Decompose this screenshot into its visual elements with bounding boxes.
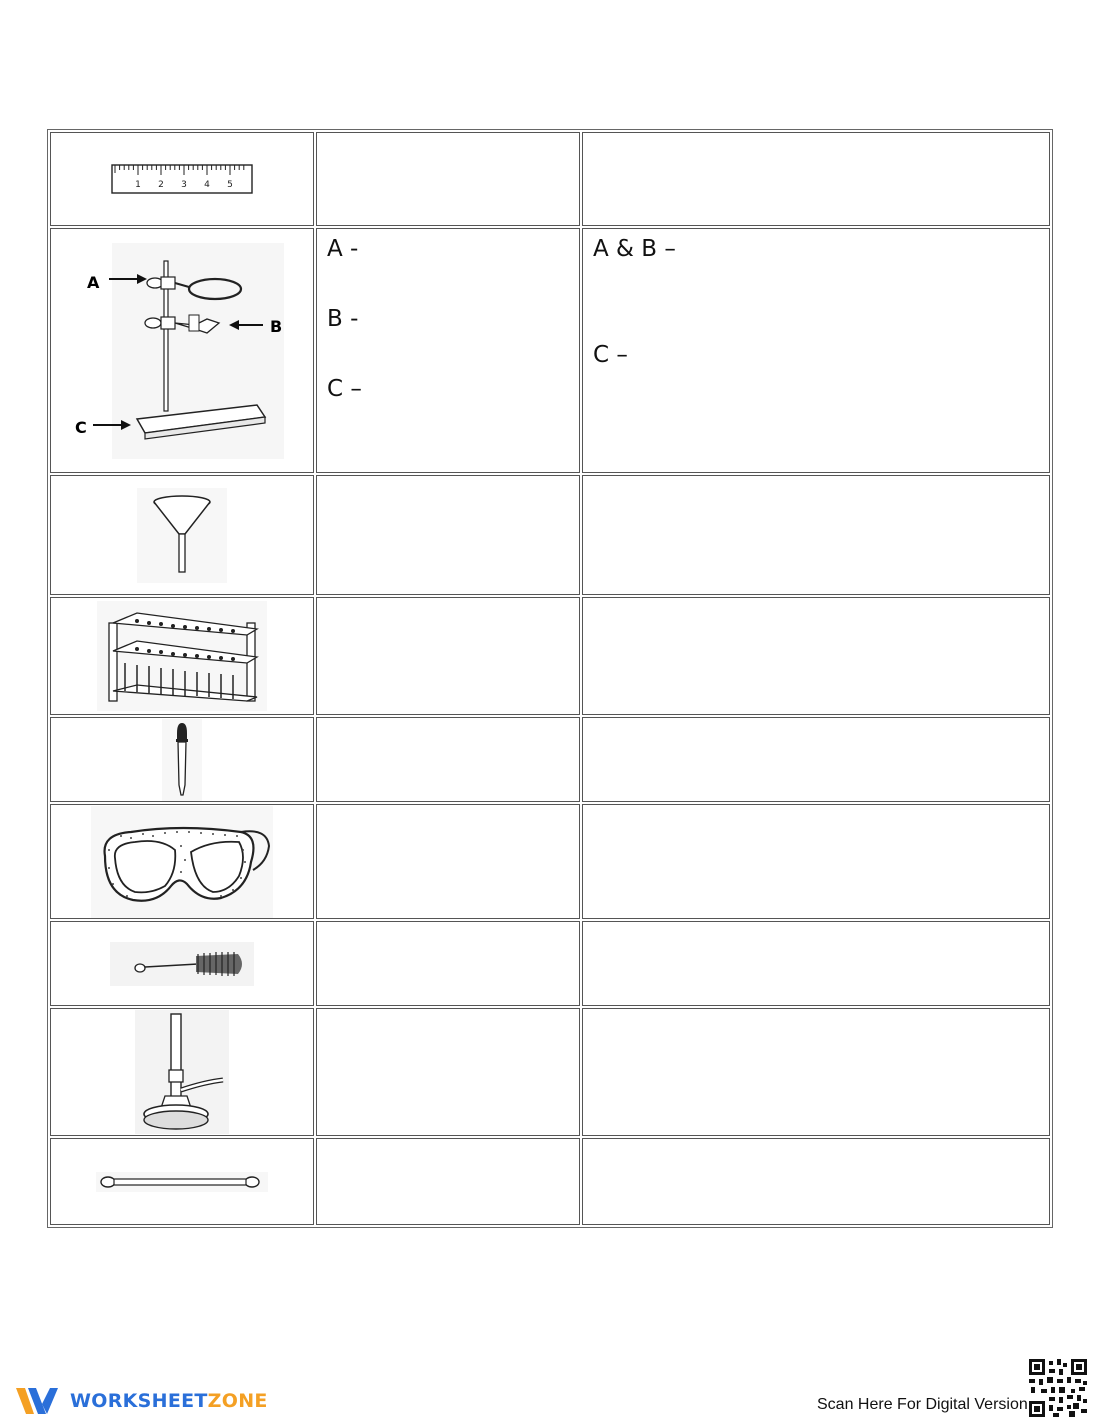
equipment-image-cell [50,804,314,919]
equipment-table [47,129,1053,1228]
name-cell[interactable] [316,921,580,1006]
equipment-image-cell [50,475,314,595]
callout-c: C [75,417,87,437]
table-row [50,1138,1050,1225]
table-row [50,1008,1050,1136]
use-cell[interactable] [582,921,1050,1006]
ruler-mark: 2 [158,180,164,190]
name-prompt-b: B - [327,306,359,332]
table-row [50,717,1050,802]
use-prompt-c: C – [593,342,628,368]
equipment-image-cell [50,228,314,473]
ruler-image [111,164,253,194]
table-row [50,228,1050,473]
use-cell[interactable] [582,717,1050,802]
funnel-image [137,488,227,583]
name-cell[interactable] [316,804,580,919]
ruler-mark: 1 [135,180,141,190]
test-tube-rack-image [97,601,267,711]
name-cell[interactable] [316,1008,580,1136]
scan-instruction: Scan Here For Digital Version [817,1396,1028,1413]
name-cell[interactable] [316,1138,580,1225]
table-row [50,597,1050,715]
use-cell[interactable] [582,132,1050,226]
use-cell[interactable] [582,475,1050,595]
table-row [50,475,1050,595]
stirring-rod-image [96,1172,268,1192]
equipment-image-cell [50,717,314,802]
equipment-image-cell [50,1008,314,1136]
equipment-image-cell [50,921,314,1006]
equipment-image-cell [50,132,314,226]
equipment-image-cell [50,597,314,715]
brand-name-part2: ZONE [207,1390,268,1412]
callout-b: B [270,316,283,336]
name-cell[interactable] [316,717,580,802]
name-cell[interactable] [316,475,580,595]
bunsen-burner-image [135,1010,229,1134]
safety-goggles-image [91,806,273,918]
use-prompt-a-b: A & B – [593,236,676,262]
use-cell[interactable] [582,1138,1050,1225]
equipment-image-cell [50,1138,314,1225]
table-row [50,132,1050,226]
worksheetzone-w-icon [14,1384,60,1418]
ruler-mark: 4 [204,180,210,190]
ring-stand-image [67,241,297,461]
name-prompt-c: C – [327,376,362,402]
dropper-image [162,719,202,801]
name-cell[interactable] [316,132,580,226]
use-cell[interactable] [582,597,1050,715]
callout-a: A [87,272,100,292]
name-cell[interactable] [316,228,580,473]
table-row [50,804,1050,919]
worksheetzone-logo[interactable] [14,1384,268,1418]
brand-name-part1: WORKSHEET [70,1390,208,1412]
ruler-mark: 3 [181,180,187,190]
brand-name [70,1390,268,1412]
test-tube-brush-image [110,942,254,986]
table-row [50,921,1050,1006]
ruler-mark: 5 [227,180,233,190]
name-cell[interactable] [316,597,580,715]
use-cell[interactable] [582,804,1050,919]
name-prompt-a: A - [327,236,359,262]
use-cell[interactable] [582,228,1050,473]
use-cell[interactable] [582,1008,1050,1136]
qr-code-icon[interactable] [1029,1359,1087,1417]
